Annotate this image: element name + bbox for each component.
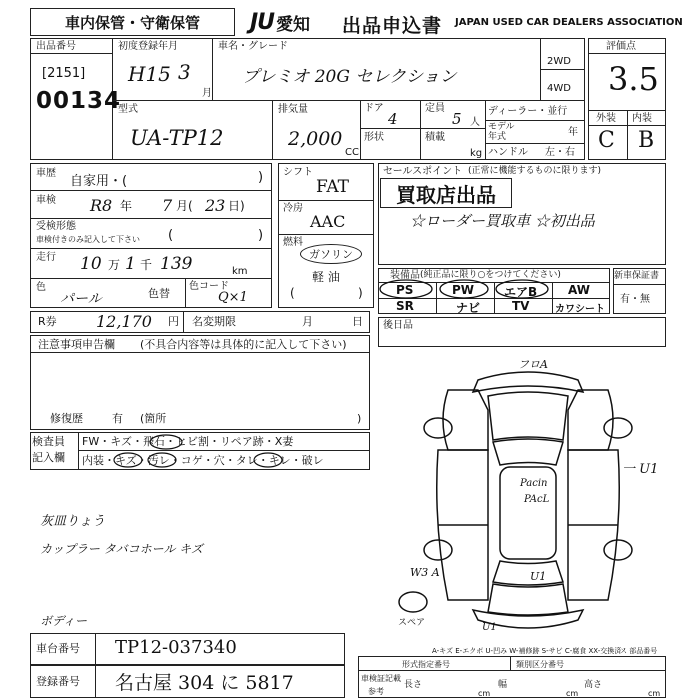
model-year-label: モデル [488,122,515,132]
inspection-year-unit: 年 [120,199,133,213]
listing-number: 00134 [36,88,122,114]
mileage-unit: km [232,266,248,277]
width-label: 幅 [498,680,508,690]
retrofit-label: 後日品 [383,320,413,331]
handle-label: ハンドル [488,147,528,158]
inspector-row-1: FW・キズ・飛石・ヒビ割・リペア跡・X妻 [82,435,294,448]
warranty-options: 有・無 [620,294,650,305]
pw-circle-mark [440,280,488,298]
spare-wheel [399,592,427,612]
color-code: Q×1 [218,290,248,305]
score-label: 評価点 [606,41,636,52]
note-cupholder: カップラー タバコホール キズ [40,542,203,556]
dealer-label: ディーラー・並行 [488,106,568,117]
inspection-day: 23 [205,196,226,215]
color-value: パール [60,291,102,307]
name-change-day: 日 [352,315,363,328]
equipment-label: 装備品 [390,270,420,281]
handle-options: 左・右 [545,147,575,158]
shape-label: 形状 [364,132,384,143]
interior-label: 内装 [632,113,652,124]
equipment-sr: SR [396,299,414,313]
hood-outline [488,392,568,440]
ps-circle-mark [380,280,432,298]
note-body: ボディー [40,614,88,628]
ju-logo-text: 愛知 [276,14,311,35]
cc-unit: CC [345,147,359,158]
retrofit-block [378,317,666,347]
equipment-airbag: エアB [504,285,538,299]
notes-sub: (不具合内容等は具体的に記入して下さい) [140,338,347,351]
first-reg-month: 3 [178,60,191,84]
model-year-unit: 年 [568,127,578,138]
fuel-label: 燃料 [283,237,303,248]
doors-label: ドア [364,103,384,114]
sales-point-handwritten: ☆ローダー買取車 ☆初出品 [410,212,595,230]
fuel-diesel: 軽 油 [312,270,340,284]
category-label: 類別区分番号 [516,660,564,669]
fuel-gasoline: ガソリン [300,244,362,264]
history-label: 車歴 [36,168,56,179]
diagram-mark-bottom: U1 [530,570,547,583]
height-label: 高さ [584,680,603,690]
reception-note: 車検付きのみ記入して下さい [36,235,140,244]
airbag-circle-mark [496,280,548,298]
plate-label: 登録番号 [36,675,80,688]
shift-label: シフト [283,167,313,178]
drive-4wd: 4WD [547,83,571,94]
model-name: プレミオ 20G セレクション [242,67,457,87]
interior-stain-circle [148,453,176,467]
width-unit: cm [566,689,579,698]
inspection-day-unit: 日) [228,199,245,213]
equipment-pw: PW [452,283,475,297]
aircon-label: 冷房 [283,203,303,214]
diagram-mark-bottom-left: U1 [482,622,497,633]
model-code: UA-TP12 [130,126,224,150]
wheel-front-left [424,418,452,438]
notes-label: 注意事項申告欄 [38,338,115,351]
load-label: 積載 [425,132,445,143]
inspector-label: 検査員 [32,435,65,448]
diagram-mark-center-1: Pacin [520,478,548,489]
equipment-ps: PS [396,283,414,297]
length-label: 長さ [404,680,423,690]
repair-close: ) [357,412,362,425]
diagram-mark-left: W3 A [410,566,440,579]
chassis-label: 車台番号 [36,642,80,655]
diagram-mark-right: 一 U1 [622,462,659,477]
model-name-label: 車名・グレード [218,41,288,52]
front-bumper-outline [473,372,583,392]
mileage-label: 走行 [36,252,56,263]
r-ken-unit: 円 [168,315,179,328]
capacity-value: 5 [452,110,462,128]
reception-label: 受検形態 [36,221,76,232]
model-year-label-2: 年式 [488,132,507,142]
repair-place: (箇所 [140,412,167,425]
equipment-tv: TV [512,299,530,313]
equipment-circles [378,268,610,314]
association-name: JAPAN USED CAR DEALERS ASSOCIATION [455,17,683,28]
damage-legend: A-キズ E-エクボ U-凹み W-補修跡 S-サビ C-腐食 XX-交換済 [432,647,622,655]
kg-unit: kg [470,148,483,159]
wheel-rear-left [424,540,452,560]
inspector-label-2: 記入欄 [32,451,65,464]
color-change-label: 色替 [148,287,170,300]
reception-close: ) [258,228,264,243]
exterior-grade: C [598,128,615,153]
mileage-1k: 1 [125,254,136,274]
repair-value: 有 [112,412,123,425]
displacement-value: 2,000 [288,128,343,150]
aircon-value: AAC [310,212,346,231]
mileage-10k: 10 [80,254,102,274]
buyer-stamp-text: 買取店出品 [396,182,496,207]
history-close: ) [258,170,264,185]
storage-title-text: 車内保管・守衛保管 [64,13,200,32]
form-spec-label: 形式指定番号 [402,660,450,669]
sales-point-note: (正常に機能するものに限ります) [468,166,602,176]
r-ken-value: 12,170 [96,312,152,331]
fuel-paren-open: ( [290,286,295,300]
listing-bracket-number: [2151] [42,66,86,81]
interior-scratch-circle [114,453,142,467]
inspection-era: R8 [90,196,113,215]
repair-label: 修復歴 [50,412,83,425]
windshield-outline [493,439,563,465]
interior-grade: B [638,128,655,153]
equipment-aw: AW [568,283,590,297]
storage-title [30,8,235,36]
listing-number-label: 出品番号 [36,41,76,52]
plate-number: 名古屋 304 に 5817 [115,672,294,694]
form-title: 出品申込書 [342,15,443,37]
color-label: 色 [36,282,46,293]
exterior-label: 外装 [596,113,616,124]
note-ref-label: 参考 [368,687,384,696]
doors-value: 4 [388,110,398,128]
interior-sag-circle [254,453,282,467]
wheel-front-right [604,418,632,438]
equipment-note: (純正品に限り○をつけてください) [420,270,561,280]
name-change-month: 月 [302,315,313,328]
diagram-mark-center-2: PAcL [524,494,550,505]
inspection-month: 7 [162,196,173,215]
shift-value: FAT [316,177,350,197]
equipment-navi: ナビ [456,301,481,315]
buyer-stamp [380,178,512,208]
reg-record-label: 車検証記載 [361,674,401,683]
damage-legend-2: ス 部品番号 [620,647,658,655]
capacity-unit: 人 [470,117,480,128]
drive-2wd: 2WD [547,56,571,67]
first-reg-month-unit: 月 [202,88,212,99]
color-code-label: 色コード [189,281,229,292]
front-right-fender [568,390,613,450]
displacement-label: 排気量 [278,104,308,115]
mileage-10k-unit: 万 [108,258,121,272]
first-reg-label: 初度登録年月 [118,41,178,52]
warranty-label: 新車保証書 [614,271,660,281]
history-value: 自家用・( [70,174,128,189]
sales-point-label: セールスポイント [383,166,463,177]
stone-chip-circle [150,435,182,449]
front-left-fender [443,390,488,450]
r-ken-label: R券 [38,315,57,328]
fuel-paren-close: ) [358,286,363,300]
diagram-mark-top: フロA [518,358,548,371]
score-value: 3.5 [608,60,659,98]
trunk-outline [488,584,568,615]
inspector-row-2: 内装・キズ・汚レ・コゲ・穴・タレ・キレ・破レ [82,454,324,467]
inspector-marks [78,432,370,470]
note-ashtray: 灰皿りょう [40,514,106,529]
wheel-rear-right [604,540,632,560]
model-code-label: 型式 [118,104,138,115]
height-unit: cm [648,689,661,698]
inspection-month-unit: 月( [176,199,193,213]
name-change-label: 名変期限 [192,315,236,328]
capacity-label: 定員 [425,103,445,114]
chassis-number: TP12-037340 [115,637,237,658]
spare-label: スペア [398,618,426,628]
mileage-rest: 139 [160,254,193,274]
ju-logo [250,8,310,36]
length-unit: cm [478,689,491,698]
reception-open: ( [168,228,174,243]
mileage-1k-unit: 千 [140,258,153,272]
inspection-label: 車検 [36,195,56,206]
ju-logo-mark: JU [250,9,275,35]
equipment-kawa-seat: カワシート [555,304,605,315]
rear-window-outline [493,561,563,585]
first-reg-era: H15 [128,62,171,86]
